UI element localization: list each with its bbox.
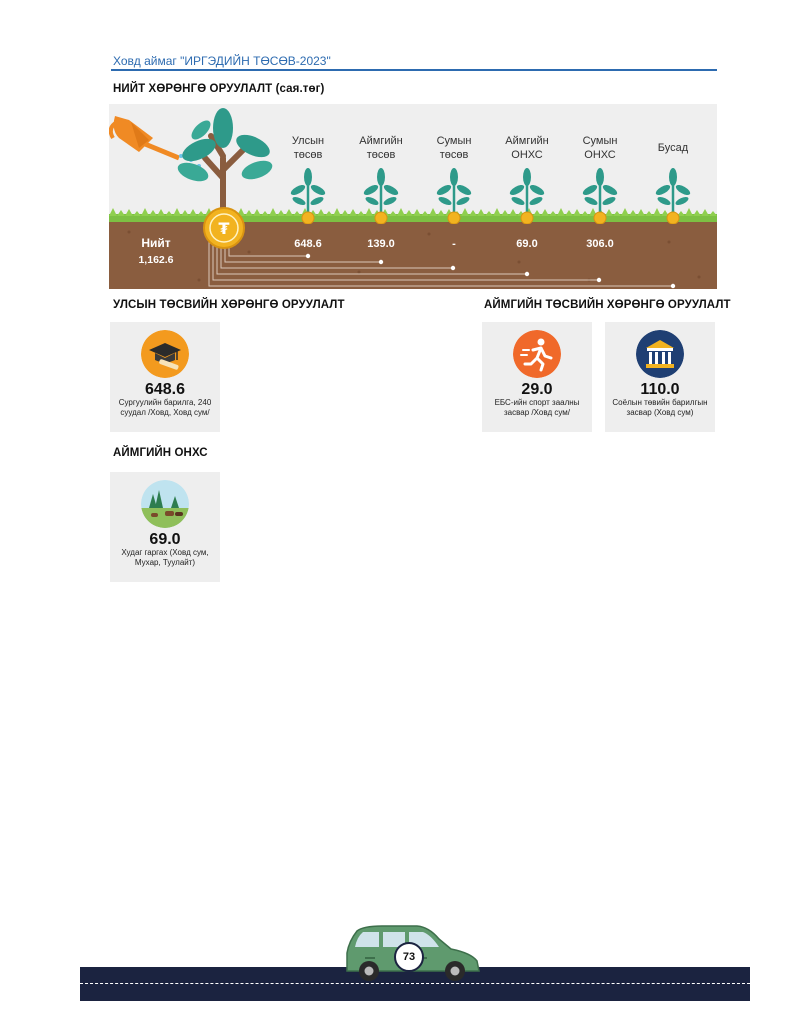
card-value: 29.0	[521, 381, 553, 398]
investment-card	[482, 322, 592, 432]
investment-card	[110, 472, 220, 582]
tugrik-coin-large-icon	[203, 207, 245, 249]
header-divider	[111, 69, 717, 71]
column-label-soum-onhs: Сумын ОНХС	[582, 135, 618, 161]
total-value: 1,162.6	[138, 254, 174, 266]
card-description: Сургуулийн барилга, 240 суудал /Ховд, Ховд сум/	[118, 398, 212, 417]
card-description: Соёлын төвийн барилгын засвар (Ховд сум)	[612, 398, 708, 417]
card-description: ЕБС-ийн спорт заалны засвар /Ховд сум/	[494, 398, 580, 417]
small-tree-icon	[290, 168, 326, 224]
column-label-aimag-onhs: Аймгийн ОНХС	[505, 135, 549, 161]
column-value-aimag-onhs: 69.0	[516, 238, 538, 250]
card-value: 110.0	[640, 381, 680, 398]
state-budget-heading: УЛСЫН ТӨСВИЙН ХӨРӨНГӨ ОРУУЛАЛТ	[113, 299, 345, 311]
column-label-other: Бусад	[657, 142, 689, 154]
column-label-soum-budget: Сумын төсөв	[436, 135, 472, 161]
aimag-onhs-heading: АЙМГИЙН ОНХС	[113, 447, 208, 459]
document-header-title: Ховд аймаг "ИРГЭДИЙН ТӨСӨВ-2023"	[113, 54, 331, 68]
graduation-cap-icon	[141, 330, 189, 378]
column-value-soum-budget: -	[452, 238, 456, 250]
aimag-budget-heading: АЙМГИЙН ТӨСВИЙН ХӨРӨНГӨ ОРУУЛАЛТ	[484, 299, 731, 311]
column-label-aimag-budget: Аймгийн төсөв	[359, 135, 403, 161]
svg-text:₮: ₮	[218, 219, 230, 238]
column-value-soum-onhs: 306.0	[586, 238, 614, 250]
card-description: Худаг гаргах (Ховд сум, Мухар, Туулайт)	[121, 548, 209, 567]
investment-card	[605, 322, 715, 432]
page-number: 73	[394, 942, 424, 972]
small-tree-icon	[582, 168, 618, 224]
column-value-aimag-budget: 139.0	[367, 238, 395, 250]
pasture-well-icon	[141, 480, 189, 528]
column-value-state-budget: 648.6	[294, 238, 322, 250]
card-value: 69.0	[149, 531, 181, 548]
total-label: Нийт	[141, 236, 171, 250]
runner-icon	[513, 330, 561, 378]
small-tree-icon	[655, 168, 691, 224]
small-tree-icon	[436, 168, 472, 224]
connector-lines	[109, 104, 717, 289]
culture-building-icon	[636, 330, 684, 378]
small-tree-icon	[509, 168, 545, 224]
small-tree-icon	[363, 168, 399, 224]
investment-card	[110, 322, 220, 432]
card-value: 648.6	[144, 381, 186, 398]
total-investment-heading: НИЙТ ХӨРӨНГӨ ОРУУЛАЛТ (сая.төг)	[113, 83, 325, 95]
column-label-state-budget: Улсын төсөв	[291, 135, 325, 161]
investment-banner-infographic	[109, 104, 717, 289]
